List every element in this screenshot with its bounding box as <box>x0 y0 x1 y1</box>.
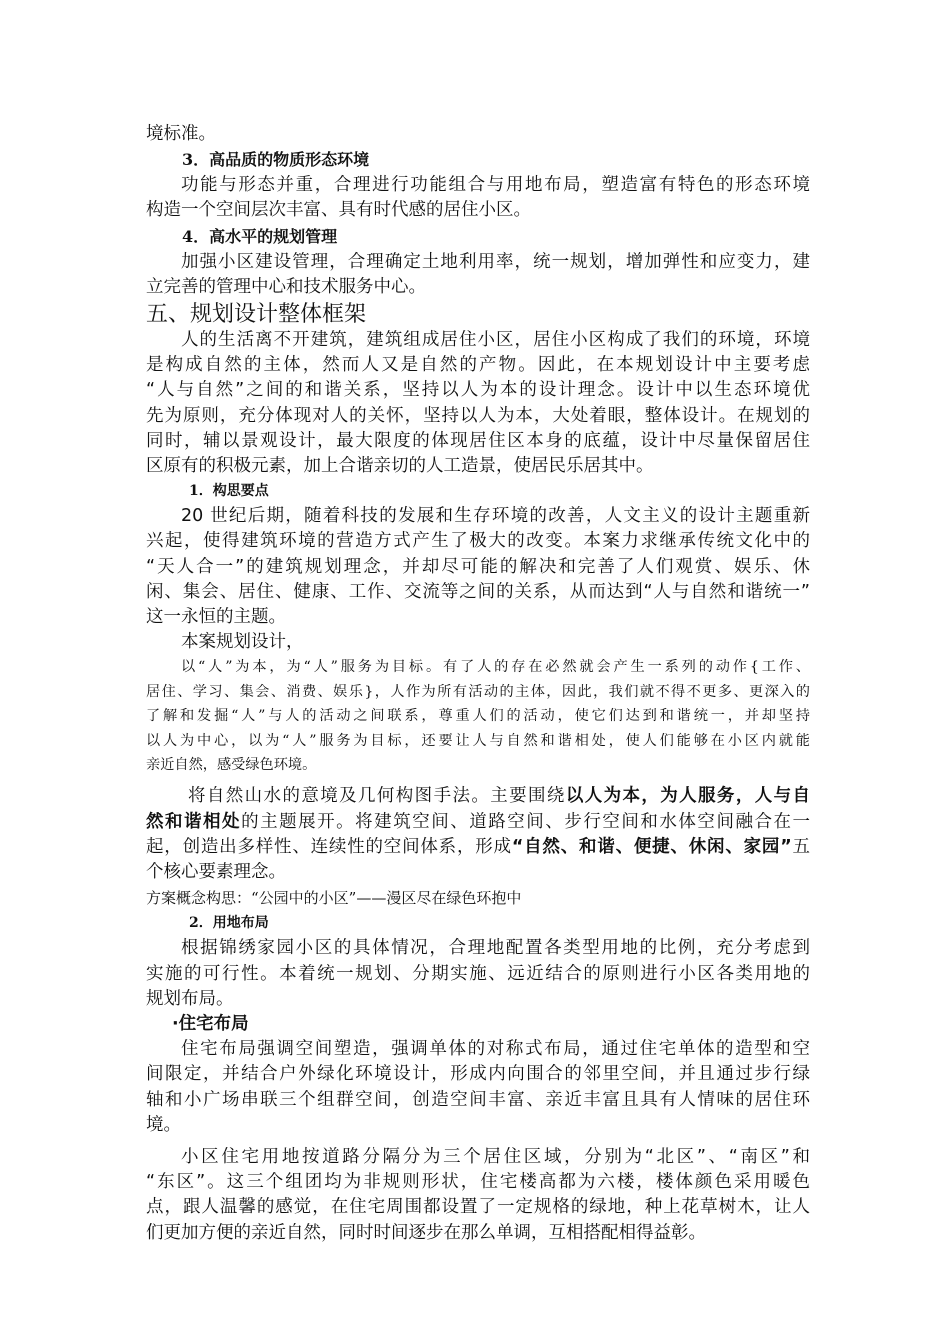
paragraph-line: 本案规划设计， <box>181 632 304 653</box>
paragraph-line: 立完善的管理中心和技术服务中心。 <box>146 276 426 297</box>
subheading-4: 4．高水平的规划管理 <box>182 226 338 246</box>
paragraph-line: 小区住宅用地按道路分隔分为三个居住区域，分别为“北区”、“南区”和 <box>181 1146 810 1167</box>
paragraph-line: 轴和小广场串联三个组群空间，创造空间丰富、亲近丰富且具有人情味的居住环 <box>146 1089 810 1110</box>
paragraph-line: 个核心要素理念。 <box>146 862 286 883</box>
paragraph-line: 先为原则，充分体现对人的关怀，坚持以人为本，大处着眼，整体设计。在规划的 <box>146 405 810 426</box>
subheading-concept: 1．构思要点 <box>189 483 269 500</box>
paragraph-line: 境。 <box>146 1114 181 1135</box>
paragraph-line: “东区”。这三个组团均为非规则形状，住宅楼高都为六楼，楼体颜色采用暖色 <box>146 1172 810 1193</box>
paragraph-line: 实施的可行性。本着统一规划、分期实施、远近结合的原则进行小区各类用地的 <box>146 963 810 984</box>
emphasis-text: 然和谐相处 <box>146 811 242 832</box>
subheading-housing: ·住宅布局 <box>172 1013 249 1034</box>
paragraph-line: 闲、集会、居住、健康、工作、交流等之间的关系，从而达到“人与自然和谐统一” <box>146 581 810 602</box>
emphasis-text: “自然、和谐、便捷、休闲、家园” <box>511 836 792 857</box>
paragraph-line: 根据锦绣家园小区的具体情况，合理地配置各类型用地的比例，充分考虑到 <box>181 938 810 959</box>
paragraph-line <box>146 810 810 835</box>
small-paragraph-line: 以人为中心，以为“人”服务为目标，还要让人与自然和谐相处，使人们能够在小区内就能 <box>146 732 810 749</box>
paragraph-line: 这一永恒的主题。 <box>146 607 286 628</box>
paragraph-line: “人与自然”之间的和谐关系，坚持以人为本的设计理念。设计中以生态环境优 <box>146 380 810 401</box>
emphasis-text: 以人为本，为人服务，人与自 <box>565 786 810 807</box>
paragraph-line: “天人合一”的建筑规划理念，并却尽可能的解决和完善了人们观赏、娱乐、休 <box>146 556 810 577</box>
paragraph-line: 区原有的积极元素，加上合谐亲切的人工造景，使居民乐居其中。 <box>146 456 654 477</box>
paragraph-line: 人的生活离不开建筑，建筑组成居住小区，居住小区构成了我们的环境，环境 <box>181 330 810 351</box>
small-paragraph-line: 居住、学习、集会、消费、娱乐}，人作为所有活动的主体，因此，我们就不得不更多、更深入的 <box>146 683 810 700</box>
paragraph-line: 兴起，使得建筑环境的营造方式产生了极大的改变。本案力求继承传统文化中的 <box>146 531 810 552</box>
paragraph-line: 加强小区建设管理，合理确定土地利用率，统一规划，增加弹性和应变力，建 <box>181 251 810 272</box>
subheading-land-use: 2．用地布局 <box>189 915 269 932</box>
paragraph-line: 功能与形态并重，合理进行功能组合与用地布局，塑造富有特色的形态环境 <box>181 175 810 196</box>
small-paragraph-line: 了解和发掘“人”与人的活动之间联系，尊重人们的活动，使它们达到和谐统一，并却坚持 <box>146 708 810 725</box>
paragraph-line: 构造一个空间层次丰富、具有时代感的居住小区。 <box>146 200 531 221</box>
subheading-3: 3．高品质的物质形态环境 <box>182 150 370 170</box>
text-run: 起，创造出多样性、连续性的空间体系，形成 <box>146 836 512 857</box>
paragraph-line <box>146 835 810 860</box>
concept-line: 方案概念构思：“公园中的小区”——漫区尽在绿色环抱中 <box>146 889 522 908</box>
paragraph-line: 点，跟人温馨的感觉，在住宅周围都设置了一定规格的绿地，种上花草树木，让人 <box>146 1197 810 1218</box>
paragraph-line: 规划布局。 <box>146 988 234 1009</box>
paragraph-line: 20 世纪后期，随着科技的发展和生存环境的改善，人文主义的设计主题重新 <box>181 506 810 527</box>
text-run: 五 <box>791 836 810 857</box>
small-paragraph-line: 亲近自然，感受绿色环境。 <box>146 757 317 774</box>
paragraph-line: 是构成自然的主体，然而人又是自然的产物。因此，在本规划设计中主要考虑 <box>146 355 810 376</box>
document-body <box>146 122 810 1246</box>
paragraph-line: 们更加方便的亲近自然，同时时间逐步在那么单调，互相搭配相得益彰。 <box>146 1222 706 1243</box>
text-run: 的主题展开。将建筑空间、道路空间、步行空间和水体空间融合在一 <box>241 811 811 832</box>
paragraph-line: 间限定，并结合户外绿化环境设计，形成内向围合的邻里空间，并且通过步行绿 <box>146 1064 810 1085</box>
paragraph-line: 同时，辅以景观设计，最大限度的体现居住区本身的底蕴，设计中尽量保留居住 <box>146 430 810 451</box>
paragraph-line: 住宅布局强调空间塑造，强调单体的对称式布局，通过住宅单体的造型和空 <box>181 1039 810 1060</box>
text-line: 境标准。 <box>146 124 216 144</box>
section-heading: 五、规划设计整体框架 <box>146 302 367 328</box>
paragraph-line <box>146 784 810 809</box>
text-run: 将自然山水的意境及几何构图手法。主要围绕 <box>188 786 566 807</box>
small-paragraph-line: 以“人”为本，为“人”服务为目标。有了人的存在必然就会产生一系列的动作{工作、 <box>181 659 810 676</box>
